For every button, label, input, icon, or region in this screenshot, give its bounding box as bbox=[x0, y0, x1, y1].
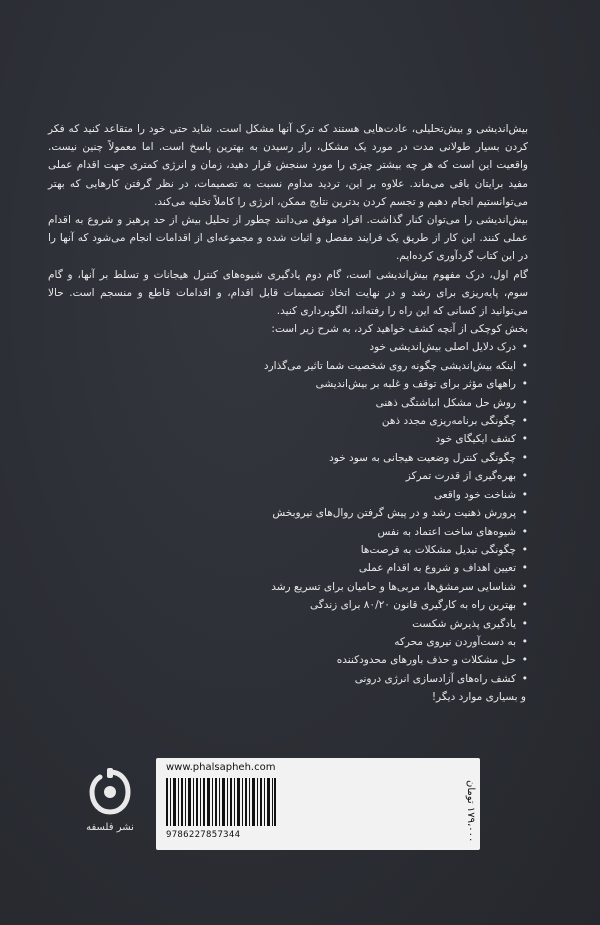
list-item: • چگونگی برنامه‌ریزی مجدد ذهن bbox=[48, 412, 528, 430]
intro-paragraph: بیش‌اندیشی و بیش‌تحلیلی، عادت‌هایی هستند که ترک آنها مشکل است. شاید حتی خود را متقاعد کنید که فکر کردن بسیار طولانی مدت در مورد یک مشکل، راز رسیدن به بهترین پاسخ است. اما معمولاً چنین نیست. واقعیت این است که هر چه بیشتر چیزی را مورد سنجش قرار دهید، زمان و انرژی کمتری جهت اقدام عملی مفید برایتان باقی می‌ماند. علاوه بر این، تردید مداوم نسبت به تصمیمات، در نظر گرفتن کارهایی که بهتر می‌توانستیم انجام دهیم و تجسم کردن بدترین نتایج ممکن، انرژی را کاملاً تخلیه می‌کند. bbox=[48, 123, 528, 208]
list-item: • چگونگی کنترل وضعیت هیجانی به سود خود bbox=[48, 449, 528, 467]
publisher-logo bbox=[70, 768, 150, 848]
list-item: • بهره‌گیری از قدرت تمرکز bbox=[48, 467, 528, 485]
barcode-icon bbox=[166, 778, 276, 826]
publisher-logo-icon bbox=[88, 768, 132, 816]
third-paragraph: گام اول، درک مفهوم بیش‌اندیشی است، گام دوم یادگیری شیوه‌های کنترل هیجانات و تسلط بر آنها، و گام سوم، پایه‌ریزی برای رشد و در نهایت اتخاذ تصمیمات قابل اقدام، و اقدامات قاطع و منسجم است. حالا می‌توانید از کسانی که این راه را رفته‌اند، الگوبرداری کنید. bbox=[48, 268, 528, 318]
list-item: • بهترین راه به کارگیری قانون ۸۰/۲۰ برای زندگی bbox=[48, 596, 528, 614]
list-item: • پرورش ذهنیت رشد و در پیش گرفتن روال‌های نیروبخش bbox=[48, 504, 528, 522]
barcode-sticker bbox=[156, 758, 480, 850]
barcode-area bbox=[70, 758, 490, 850]
list-item: • تعیین اهداف و شروع به اقدام عملی bbox=[48, 559, 528, 577]
price-label: ۱۷۹،۰۰۰ تومان bbox=[465, 779, 476, 842]
second-paragraph: بیش‌اندیشی را می‌توان کنار گذاشت. افراد موفق می‌دانند چطور از تحلیل بیش از حد پرهیز و شروع به اقدام عملی کنند. این کار از طریق یک فرایند مفصل و اثبات شده و مجموعه‌ای از اقدامات انجام می‌شود که آنها را در این کتاب گردآوری کرده‌ایم. bbox=[48, 214, 528, 263]
list-item: • روش حل مشکل انباشتگی ذهنی bbox=[48, 394, 528, 412]
blurb-text bbox=[48, 120, 528, 707]
website-url[interactable]: www.phalsapheh.com bbox=[166, 762, 276, 773]
list-item: • کشف ایکیگای خود bbox=[48, 430, 528, 448]
list-item: • راههای مؤثر برای توقف و غلبه بر بیش‌اندیشی bbox=[48, 375, 528, 393]
list-item: • کشف راه‌های آزادسازی انرژی درونی bbox=[48, 670, 528, 688]
feature-list bbox=[48, 338, 528, 688]
list-item: • شناسایی سرمشق‌ها، مربی‌ها و حامیان برای تسریع رشد bbox=[48, 578, 528, 596]
list-intro: بخش کوچکی از آنچه کشف خواهید کرد، به شرح زیر است: bbox=[271, 323, 528, 336]
publisher-name: نشر فلسفه bbox=[86, 822, 134, 833]
closing-line: و بسیاری موارد دیگر! bbox=[431, 691, 526, 704]
isbn-number: 9786227857344 bbox=[166, 830, 241, 840]
list-item: • چگونگی تبدیل مشکلات به فرصت‌ها bbox=[48, 541, 528, 559]
list-item: • شناخت خود واقعی bbox=[48, 486, 528, 504]
list-item: • حل مشکلات و حذف باورهای محدودکننده bbox=[48, 651, 528, 669]
list-item: • شیوه‌های ساخت اعتماد به نفس bbox=[48, 523, 528, 541]
list-item: • به دست‌آوردن نیروی محرکه bbox=[48, 633, 528, 651]
list-item: • یادگیری پذیرش شکست bbox=[48, 615, 528, 633]
list-item: • درک دلایل اصلی بیش‌اندیشی خود bbox=[48, 338, 528, 356]
list-item: • اینکه بیش‌اندیشی چگونه روی شخصیت شما تاثیر می‌گذارد bbox=[48, 357, 528, 375]
